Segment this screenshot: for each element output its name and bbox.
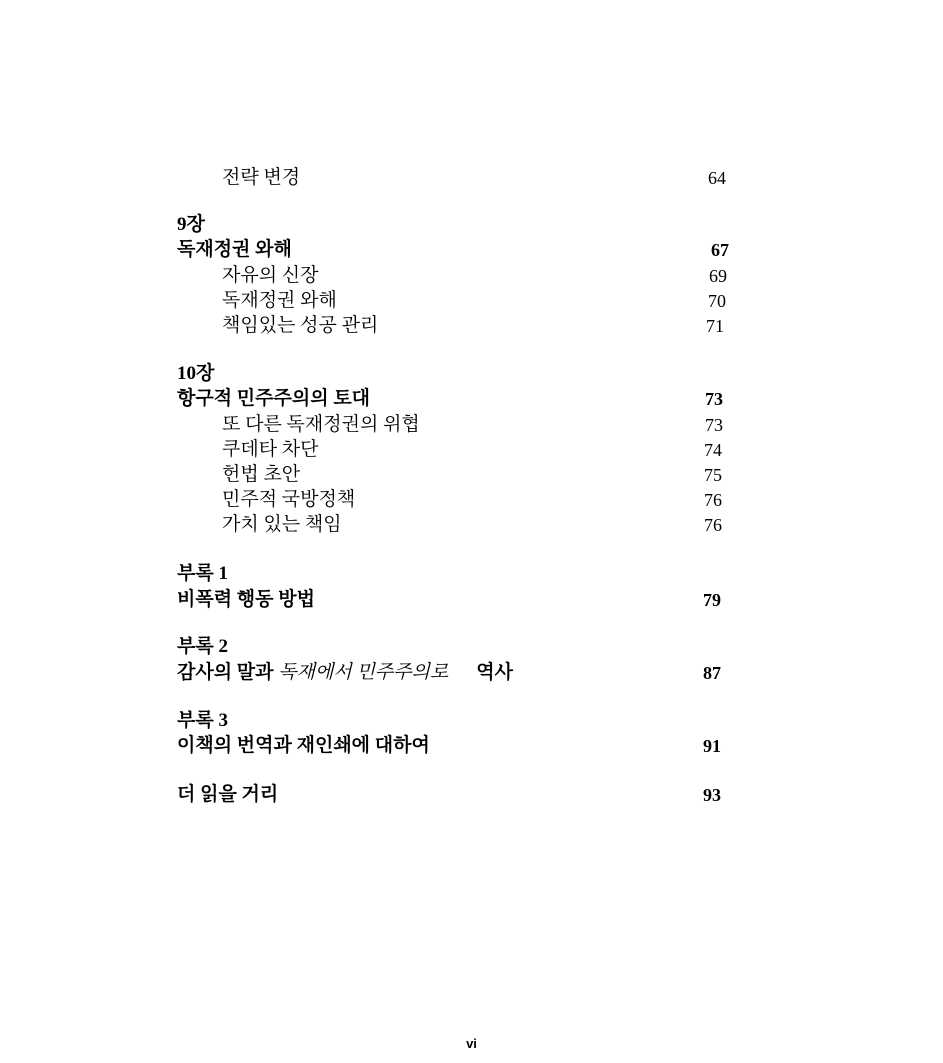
- toc-entry-title: 자유의 신장: [222, 265, 319, 286]
- chapter-9-title: 독재정권 와해: [177, 239, 292, 260]
- appendix-2-title: [177, 661, 513, 685]
- toc-entry-title: 민주적 국방정책: [222, 489, 356, 510]
- toc-entry-title: 전략 변경: [222, 167, 301, 188]
- appendix-2-label: 부록 2: [177, 636, 228, 657]
- further-reading-title: 더 읽을 거리: [177, 784, 279, 805]
- toc-entry-page: 70: [708, 291, 726, 311]
- appendix-2-title-pre: 감사의 말과: [177, 662, 279, 683]
- toc-entry: [0, 438, 943, 462]
- toc-entry: [0, 488, 943, 512]
- appendix-heading: [0, 588, 943, 612]
- chapter-9-label: 9장: [177, 214, 205, 235]
- toc-entry-title: 가치 있는 책임: [222, 514, 342, 535]
- toc-entry-page: 73: [705, 415, 723, 435]
- toc-entry-title: 독재정권 와해: [222, 290, 337, 311]
- further-reading-heading: [0, 783, 943, 807]
- toc-entry-page: 64: [708, 168, 726, 188]
- toc-entry: [0, 289, 943, 313]
- toc-entry: [0, 413, 943, 437]
- chapter-heading: [0, 387, 943, 411]
- toc-entry-title: 헌법 초안: [222, 464, 301, 485]
- appendix-2-title-post: 역사: [476, 662, 513, 683]
- toc-entry-page: 76: [704, 490, 722, 510]
- appendix-heading: [0, 734, 943, 758]
- appendix-3-page: 91: [703, 736, 721, 756]
- toc-entry: [0, 166, 943, 190]
- chapter-10-label: 10장: [177, 363, 215, 384]
- toc-entry-page: 76: [704, 515, 722, 535]
- page-number-footer: vi: [466, 1036, 477, 1051]
- appendix-heading: [0, 661, 943, 685]
- toc-entry-page: 74: [704, 440, 722, 460]
- further-reading-page: 93: [703, 785, 721, 805]
- toc-entry-title: 쿠데타 차단: [222, 439, 319, 460]
- chapter-heading: [0, 238, 943, 262]
- chapter-9-page: 67: [711, 240, 729, 260]
- toc-entry-page: 75: [704, 465, 722, 485]
- appendix-1-page: 79: [703, 590, 721, 610]
- appendix-2-page: 87: [703, 663, 721, 683]
- appendix-3-label: 부록 3: [177, 710, 228, 731]
- appendix-1-title: 비폭력 행동 방법: [177, 589, 315, 610]
- toc-entry-page: 69: [709, 266, 727, 286]
- toc-entry-page: 71: [706, 316, 724, 336]
- appendix-2-title-italic: 독재에서 민주주의로: [278, 662, 449, 683]
- appendix-1-label: 부록 1: [177, 563, 228, 584]
- chapter-10-title: 항구적 민주주의의 토대: [177, 388, 371, 409]
- appendix-3-title: 이책의 번역과 재인쇄에 대하여: [177, 735, 430, 756]
- toc-entry-title: 또 다른 독재정권의 위협: [222, 414, 420, 435]
- toc-entry: [0, 513, 943, 537]
- toc-entry: [0, 463, 943, 487]
- chapter-10-page: 73: [705, 389, 723, 409]
- toc-entry: [0, 264, 943, 288]
- toc-entry: [0, 314, 943, 338]
- toc-entry-title: 책임있는 성공 관리: [222, 315, 379, 336]
